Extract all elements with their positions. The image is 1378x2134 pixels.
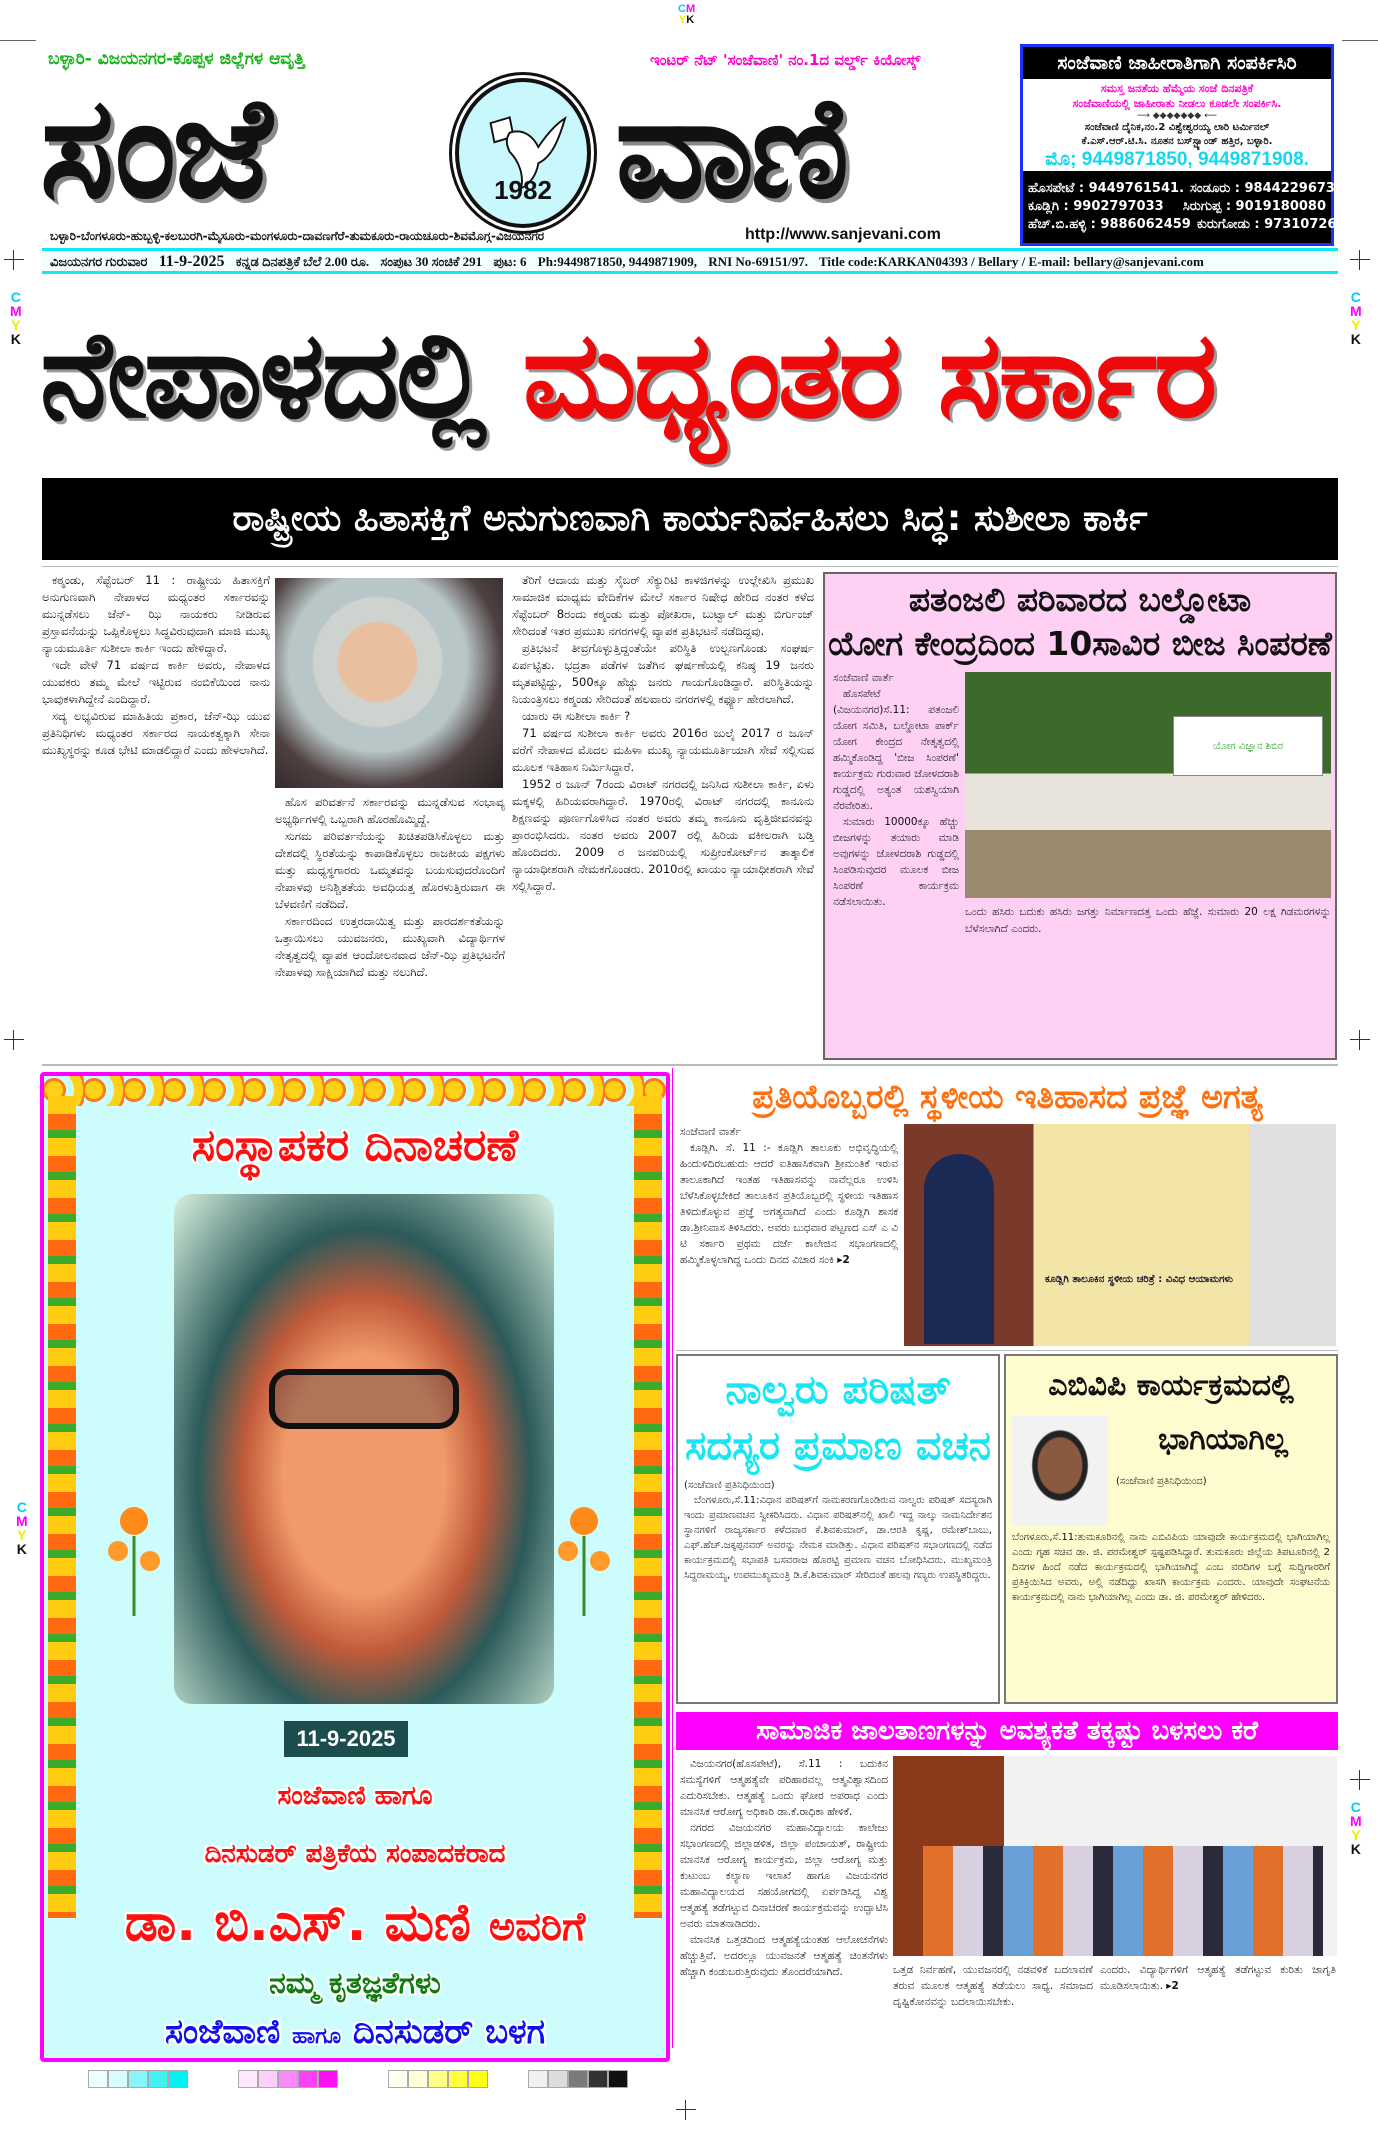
paragraph: ಹೊಸ ಪರಿವರ್ತನೆ ಸರ್ಕಾರವನ್ನು ಮುನ್ನಡೆಸುವ ಸಂಭಾವ್ಯ ಅಭ್ಯರ್ಥಿಗಳಲ್ಲಿ ಒಬ್ಬರಾಗಿ ಹೊರಹೊಮ್ಮಿದ್ದೆ. bbox=[275, 795, 505, 826]
contact-phone: Ph:9449871850, 9449871909, bbox=[537, 254, 698, 269]
color-bar-yellow bbox=[388, 2070, 488, 2088]
lead-column-3 bbox=[512, 572, 814, 895]
flower-icon bbox=[554, 1496, 614, 1616]
logo-left: ಸಂಜೆ bbox=[40, 67, 269, 230]
paragraph: ಇದೇ ವೇಳೆ 71 ವರ್ಷದ ಕಾರ್ಕಿ ಅವರು, ನೇಪಾಳದ ಯುವಕರು ತಮ್ಮ ಮೇಲೆ ಇಟ್ಟಿರುವ ನಂಬಿಕೆಯಿಂದ ನಾನು ಭಾವುಕಳಾಗಿದ್ದೇನೆ ಎಂದಿದ್ದಾರೆ. bbox=[42, 658, 270, 706]
paragraph: ಬೆಂಗಳೂರು,ಸೆ.11:ವಿಧಾನ ಪರಿಷತ್‌ಗೆ ನಾಮಕರಣಗೊಂಡಿರುವ ನಾಲ್ವರು ಪರಿಷತ್ ಸದಸ್ಯರಾಗಿ ಇಂದು ಪ್ರಮಾಣವಚನ ಸ್ವೀಕರಿಸಿದರು. ವಿಧಾನ ಪರಿಷತ್‌ನಲ್ಲಿ ಖಾಲಿ ಇದ್ದ ನಾಲ್ಕು ನಾಮನಿರ್ದೇಶನ ಸ್ಥಾನಗಳಿಗೆ ರಾಜ್ಯಸರ್ಕಾರ ಕಳೆದವಾರ ಕೆ.ಶಿವಕುಮಾರ್, ಡಾ.ಆರತಿ ಕೃಷ್ಣ, ರಮೇಶ್‌ಬಾಬು, ಎಫ್.ಹೆಚ್.ಜಕ್ಕಪ್ಪನವರ್ ಅವರನ್ನು ನೇಮಕ ಮಾಡಿತ್ತು. ವಿಧಾನ ಪರಿಷತ್‌ನ ಸಭಾಂಗಣದಲ್ಲಿ ನಡೆದ ಕಾರ್ಯಕ್ರಮದಲ್ಲಿ ಸಭಾಪತಿ ಬಸವರಾಜ ಹೊರಟ್ಟಿ ಪ್ರಮಾಣ ವಚನ ಬೋಧಿಸಿದರು. ಮುಖ್ಯಮಂತ್ರಿ ಸಿದ್ದರಾಮಯ್ಯ, ಉಪಮುಖ್ಯಮಂತ್ರಿ ಡಿ.ಕೆ.ಶಿವಕುಮಾರ್ ಸೇರಿದಂತೆ ಹಲವು ಗಣ್ಯರು ಉಪಸ್ಥಿತರಿದ್ದರು. bbox=[684, 1495, 992, 1581]
edition-tagline: ಬಳ್ಳಾರಿ- ವಿಜಯನಗರ-ಕೊಪ್ಪಳ ಜಿಲ್ಲೆಗಳ ಆವೃತ್ತಿ bbox=[48, 49, 305, 69]
phone-siruguppa: ಸಿರುಗುಪ್ಪ : 9019180080 bbox=[1182, 199, 1326, 214]
paragraph: ವಿಜಯನಗರ(ಹೊಸಪೇಟೆ), ಸೆ.11 : ಬದುಕಿನ ಸಮಸ್ಯೆಗಳಿಗೆ ಆತ್ಮಹತ್ಯೆವೇ ಪರಿಹಾರವಲ್ಲ ಆತ್ಮವಿಶ್ವಾಸದಿಂದ ಎದುರಿಸಬೇಕು. ಆತ್ಮಹತ್ಯೆ ಒಂದು ಘೋರ ಅಪರಾಧ ಎಂದು ಮಾನಸಿಕ ಆರೋಗ್ಯ ಅಧಿಕಾರಿ ಡಾ.ಕೆ.ರಾಧಿಕಾ ಹೇಳಿಕೆ. bbox=[680, 1758, 888, 1818]
registration-mark-left-lower: C M Y K bbox=[16, 1499, 28, 1557]
council-headline-1: ನಾಲ್ವರು ಪರಿಷತ್ bbox=[725, 1367, 951, 1413]
paragraph: ಪ್ರತಿಭಟನೆ ತೀವ್ರಗೊಳ್ಳುತ್ತಿದ್ದಂತೆಯೇ ಪರಿಸ್ಥಿತಿ ಉಲ್ಬಣಗೊಂಡು ಸಂಘರ್ಷ ಏರ್ಪಟ್ಟಿತು. ಭದ್ರತಾ ಪಡೆಗಳ ಜತೆಗಿನ ಘರ್ಷಣೆಯಲ್ಲಿ ಕನಿಷ್ಠ 19 ಜನರು ಮೃತಪಟ್ಟಿದ್ದು, 500ಕ್ಕೂ ಹೆಚ್ಚು ಜನರು ಗಾಯಗೊಂಡಿದ್ದಾರೆ. ಪರಿಸ್ಥಿತಿಯನ್ನು ನಿಯಂತ್ರಿಸಲು ಕಠ್ಮಂಡು ಸೇರಿದಂತೆ ಹಲವಾರು ನಗರಗಳಲ್ಲಿ ಕರ್ಫ್ಯೂ ಹೇರಲಾಗಿದೆ. bbox=[512, 641, 814, 706]
phone-kurugodu: ಕುರುಗೋಡು : 9731072690 bbox=[1196, 217, 1355, 232]
abvp-body: ಬೆಂಗಳೂರು,ಸೆ.11:ತುಮಕೂರಿನಲ್ಲಿ ನಾನು ಎಬಿವಿಪಿಯ ಯಾವುದೇ ಕಾರ್ಯಕ್ರಮದಲ್ಲಿ ಭಾಗಿಯಾಗಿಲ್ಲ ಎಂದು ಗೃಹ ಸಚಿವ ಡಾ. ಜಿ. ಪರಮೇಶ್ವರ್ ಸ್ಪಷ್ಟಪಡಿಸಿದ್ದಾರೆ. ತುಮಕೂರು ಜಿಲ್ಲೆಯ ತಿಪಟೂರಿನಲ್ಲಿ 2 ದಿನಗಳ ಹಿಂದೆ ನಡೆದ ಕಾರ್ಯಕ್ರಮದಲ್ಲಿ ಭಾಗಿಯಾಗಿದ್ದೆ ಎಂಬ ವರದಿಗಳ ಬಗ್ಗೆ ಸುದ್ದಿಗಾರರಿಗೆ ಪ್ರತಿಕ್ರಿಯಿಸಿದ ಅವರು, ಅಲ್ಲಿ ನಡೆದಿದ್ದು ಖಾಸಗಿ ಕಾರ್ಯಕ್ರಮ ಎಂದರು. ಯಾವುದೇ ಸಂಘಟನೆಯ ಕಾರ್ಯಕ್ರಮದಲ್ಲಿ ನಾನು ಭಾಗಿಯಾಗಿಲ್ಲ ಎಂದು ಡಾ. ಜಿ. ಪರಮೇಶ್ವರ್ ಹೇಳಿದರು. bbox=[1012, 1532, 1330, 1603]
registration-mark-top: CM YK bbox=[678, 3, 696, 26]
advertising-contact-box bbox=[1020, 44, 1355, 246]
crop-mark bbox=[4, 1030, 24, 1050]
founder-portrait bbox=[174, 1194, 554, 1704]
paragraph: ತೆರಿಗೆ ಆದಾಯ ಮತ್ತು ಸೈಬರ್ ಸೆಕ್ಯುರಿಟಿ ಕಾಳಜಿಗಳನ್ನು ಉಲ್ಲೇಖಿಸಿ ಪ್ರಮುಖ ಸಾಮಾಜಿಕ ಮಾಧ್ಯಮ ವೇದಿಕೆಗಳ ಮೇಲೆ ಸರ್ಕಾರ ನಿಷೇಧ ಹೇರಿದ ನಂತರ ಕಳೆದ ಸೆಪ್ಟೆಂಬರ್ 8ರಂದು ಕಠ್ಮಂಡು ಮತ್ತು ಪೋಖರಾ, ಬುಟ್ವಾಲ್ ಮತ್ತು ಬಿರ್ಗುಂಜ್ ಸೇರಿದಂತೆ ಇತರ ಪ್ರಮುಖ ನಗರಗಳಲ್ಲಿ ವ್ಯಾಪಕ ಪ್ರತಿಭಟನೆ ನಡೆದಿದ್ದವು. bbox=[512, 573, 814, 638]
subheading: ಯಾರು ಈ ಸುಶೀಲಾ ಕಾರ್ಕಿ ? bbox=[522, 709, 631, 723]
founding-year: 1982 bbox=[494, 175, 552, 205]
photo-banner: ಯೋಗ ವಿಜ್ಞಾನ ಶಿಬಿರ bbox=[1173, 716, 1323, 776]
color-bar-magenta bbox=[238, 2070, 338, 2088]
price: ಕನ್ನಡ ದಿನಪತ್ರಿಕೆ ಬೆಲೆ 2.00 ರೂ. bbox=[235, 254, 370, 269]
adbox-title: ಸಂಜೆವಾಣಿ ಜಾಹೀರಾತಿಗಾಗಿ ಸಂಪರ್ಕಿಸಿರಿ bbox=[1023, 47, 1331, 79]
logo-emblem bbox=[455, 78, 591, 228]
patanjali-continued: ಒಂದು ಹಸಿರು ಬದುಕು ಹಸಿರು ಜಗತ್ತು ನಿರ್ಮಾಣದತ್ತ ಒಂದು ಹೆಜ್ಜೆ. ಸುಮಾರು 20 ಲಕ್ಷ ಗಿಡಮರಗಳನ್ನು ಬೆಳೆಸಲಾಗಿದೆ ಎಂದರು. bbox=[965, 906, 1331, 935]
honoree-name: ಡಾ. ಬಿ.ಎಸ್. ಮಣಿ bbox=[124, 1893, 471, 1953]
dateline-bar bbox=[42, 248, 1338, 274]
phone-hbhalli: ಹೆಚ್.ಬಿ.ಹಳ್ಳಿ : 9886062459 bbox=[1028, 217, 1191, 232]
color-bar-black bbox=[528, 2070, 628, 2088]
parameshwar-photo bbox=[1012, 1416, 1108, 1526]
council-story bbox=[676, 1354, 1000, 1704]
social-body-col2: ಒತ್ತಡ ನಿರ್ವಹಣೆ, ಯುವಜನರಲ್ಲಿ ನಡವಳಿಕೆ ಬದಲಾವಣೆ ತರುವ ಮೂಲಕ ಆತ್ಮಹತ್ಯೆ ತಡೆಯಲು ಸಾಧ್ಯ. ಸಮಾಜದ ದೃಷ್ಟಿಕೋನವನ್ನು ಬದಲಾಯಿಸಬೇಕು. bbox=[893, 1964, 1093, 2008]
glasses-shape bbox=[269, 1369, 459, 1429]
column-rule bbox=[672, 1068, 673, 2048]
lead-column-1 bbox=[42, 572, 270, 759]
place-day: ವಿಜಯನಗರ ಗುರುವಾರ bbox=[50, 254, 148, 269]
lead-headline bbox=[40, 276, 1340, 476]
honoree-suffix: ಅವರಿಗೆ bbox=[488, 1904, 586, 1950]
paragraph: ಕೂಡ್ಲಿಗಿ. ಸೆ. 11 :- ಕೂಡ್ಲಿಗಿ ತಾಲೂಕು ಅಭಿವೃದ್ಧಿಯಲ್ಲಿ ಹಿಂದುಳಿದಿರಬಹುದು ಆದರೆ ಐತಿಹಾಸಿಕವಾಗಿ ಶ್ರೀಮಂತಿಕೆ ಇರುವ ತಾಲೂಕಾಗಿದೆ ಇಂತಹ ಇತಿಹಾಸವನ್ನು ನಾವೆಲ್ಲರೂ ಉಳಿಸಿ ಬೆಳೆಸಿಕೊಳ್ಳಬೇಕಿದೆ ತಾಲೂಕಿನ ಪ್ರತಿಯೊಬ್ಬರಲ್ಲಿ ಸ್ಥಳೀಯ ಇತಿಹಾಸ ತಿಳಿದುಕೊಳ್ಳುವ ಪ್ರಜ್ಞೆ ಅಗತ್ಯವಾಗಿದೆ ಎಂದು ಕೂಡ್ಲಿಗಿ ಶಾಸಕ ಡಾ.ಶ್ರೀನಿವಾಸ ತಿಳಿಸಿದರು. ಅವರು ಬುಧವಾರ ಪಟ್ಟಣದ ಎಸ್ ಎ ವಿ ಟಿ ಸರ್ಕಾರಿ ಪ್ರಥಮ ದರ್ಜೆ ಕಾಲೇಜಿನ ಸಭಾಂಗಣದಲ್ಲಿ ಹಮ್ಮಿಕೊಳ್ಳಲಾಗಿದ್ದ ಒಂದು ದಿನದ ವಿಚಾರ ಸಂಕಿ bbox=[680, 1142, 898, 1266]
lead-column-2 bbox=[275, 794, 505, 981]
phone-hospet: ಹೊಸಪೇಟೆ : 9449761541. bbox=[1028, 181, 1185, 196]
rni-number: RNI No-69151/97. bbox=[708, 254, 808, 269]
flower-icon bbox=[104, 1496, 164, 1616]
ad-honoree bbox=[44, 1888, 666, 1962]
branch-phones bbox=[1023, 171, 1355, 243]
patanjali-story bbox=[823, 572, 1337, 1060]
trim-mark bbox=[1342, 40, 1378, 41]
byline: ಸಂಜೆವಾಣಿ ವಾರ್ತೆ bbox=[680, 1126, 741, 1138]
kiosk-tagline: ಇಂಟರ್ ನೆಟ್ 'ಸಂಜೆವಾಣಿ' ನಂ.1ದ ವರ್ಲ್ಡ್ ಕಿಯೋಸ್ಕ್ bbox=[650, 51, 921, 69]
photo-banner: ಕೂಡ್ಲಿಗಿ ತಾಲೂಕಿನ ಸ್ಥಳೀಯ ಚರಿತ್ರೆ : ವಿವಿಧ ಆಯಾಮಗಳು bbox=[1045, 1274, 1233, 1285]
headline-line: ಯೋಗ ಕೇಂದ್ರದಿಂದ 10ಸಾವಿರ ಬೀಜ ಸಿಂಪರಣೆ bbox=[828, 624, 1332, 663]
history-headline: ಪ್ರತಿಯೊಬ್ಬರಲ್ಲಿ ಸ್ಥಳೀಯ ಇತಿಹಾಸದ ಪ್ರಜ್ಞೆ ಅಗತ್ಯ bbox=[752, 1077, 1263, 1116]
paragraph: ಸರ್ಕಾರದಿಂದ ಉತ್ತರದಾಯಿತ್ವ ಮತ್ತು ಪಾರದರ್ಶಕತೆಯನ್ನು ಒತ್ತಾಯಿಸಲು ಯುವಜನರು, ಮುಖ್ಯವಾಗಿ ವಿದ್ಯಾರ್ಥಿಗಳ ನೇತೃತ್ವದಲ್ಲಿ ವ್ಯಾಪಕ ಆಂದೋಲನವಾದ ಜೆನ್-ಝಿ ಪ್ರತಿಭಟನೆಗೆ ನೇಪಾಳವು ಸಾಕ್ಷಿಯಾಗಿದೆ ಮತ್ತು ನಲುಗಿದೆ. bbox=[275, 914, 505, 979]
title-code-email: Title code:KARKAN04393 / Bellary / E-mail: bellary@sanjevani.com bbox=[818, 254, 1204, 269]
ad-line1: ಸಂಜೆವಾಣಿ ಹಾಗೂ bbox=[277, 1781, 433, 1811]
marigold-garland bbox=[44, 1076, 666, 1106]
seed-event-photo bbox=[965, 672, 1331, 898]
council-body bbox=[678, 1474, 998, 1587]
color-bar-cyan bbox=[88, 2070, 188, 2088]
paragraph: 1952 ರ ಜೂನ್ 7ರಂದು ವಿರಾಟ್ ನಗರದಲ್ಲಿ ಜನಿಸಿದ ಸುಶೀಲಾ ಕಾರ್ಕಿ, ಏಳು ಮಕ್ಕಳಲ್ಲಿ ಹಿರಿಯವರಾಗಿದ್ದಾರೆ. 1970ರಲ್ಲಿ ವಿರಾಟ್ ನಗರದಲ್ಲಿ ಕಾನೂನು ಶಿಕ್ಷಣವನ್ನು ಪೂರ್ಣಗೊಳಿಸಿದ ನಂತರ ಅವರು ತಮ್ಮ ಕಾನೂನು ವೃತ್ತಿಜೀವನವನ್ನು ಪ್ರಾರಂಭಿಸಿದರು. ನಂತರ ಅವರು 2007 ರಲ್ಲಿ ಹಿರಿಯ ವಕೀಲರಾಗಿ ಬಡ್ತಿ ಹೊಂದಿದರು. 2009 ರ ಜನವರಿಯಲ್ಲಿ ಸುಪ್ರೀಂಕೋರ್ಟ್‌ನ ತಾತ್ಕಾಲಿಕ ನ್ಯಾಯಾಧೀಶರಾಗಿ ನೇಮಕಗೊಂಡರು. 2010ರಲ್ಲಿ ಖಾಯಂ ನ್ಯಾಯಾಧೀಶರಾಗಿ ಸೇವೆ ಸಲ್ಲಿಸಿದ್ದಾರೆ. bbox=[512, 777, 814, 893]
lead-subheadline: ರಾಷ್ಟ್ರೀಯ ಹಿತಾಸಕ್ತಿಗೆ ಅನುಗುಣವಾಗಿ ಕಾರ್ಯನಿರ್ವಹಿಸಲು ಸಿದ್ಧ: ಸುಶೀಲಾ ಕಾರ್ಕಿ bbox=[42, 478, 1338, 560]
ornament-divider: ⟶ ◆◆◆◆◆◆◆ ⟵ bbox=[1137, 111, 1217, 121]
crop-mark bbox=[1350, 1030, 1370, 1050]
paragraph: ಮಾನಸಿಕ ಒತ್ತಡದಿಂದ ಆತ್ಮಹತ್ಯೆಯಂತಹ ಆಲೋಚನೆಗಳು ಹೆಚ್ಚುತ್ತಿವೆ. ಅದರಲ್ಲೂ ಯುವಜನತೆ ಆತ್ಮಹತ್ಯೆ ಚಿಂತನೆಗಳು ಹೆಚ್ಚಾಗಿ ಕಂಡುಬರುತ್ತಿರುವುದು ತೊಂದರೆಯಾಗಿದೆ. bbox=[680, 1934, 888, 1978]
continued-marker: ▸2 bbox=[1166, 1980, 1179, 1992]
phone-kudligi: ಕೂಡ್ಲಿಗಿ : 9902797033 bbox=[1028, 199, 1164, 214]
abvp-story bbox=[1004, 1354, 1338, 1704]
registration-mark-right: C M Y K bbox=[1350, 289, 1362, 347]
registration-mark-left: C M Y K bbox=[10, 289, 22, 347]
sushila-karki-photo bbox=[275, 578, 503, 788]
abvp-headline-2: ಭಾಗಿಯಾಗಿಲ್ಲ bbox=[1158, 1422, 1288, 1457]
paragraph: ಕಠ್ಮಂಡು, ಸೆಪ್ಟೆಂಬರ್ 11 : ರಾಷ್ಟ್ರೀಯ ಹಿತಾಸಕ್ತಿಗೆ ಅನುಗುಣವಾಗಿ ನೇಪಾಳದ ಮಧ್ಯಂತರ ಸರ್ಕಾರವನ್ನು ಮುನ್ನಡೆಸಲು ಜೆನ್- ಝಿ ನಾಯಕರು ನೀಡಿರುವ ಪ್ರಸ್ತಾವನೆಯನ್ನು ಒಪ್ಪಿಕೊಳ್ಳಲು ಸಿದ್ಧವಿರುವುದಾಗಿ ಮಾಜಿ ಮುಖ್ಯ ನ್ಯಾಯಮೂರ್ತಿ ಸುಶೀಲಾ ಕಾರ್ಕಿ ಇಂದು ಹೇಳಿದ್ದಾರೆ. bbox=[42, 573, 270, 655]
signature-part: ದಿನಸುಡರ್ ಬಳಗ bbox=[352, 2012, 545, 2052]
signature-part: ಸಂಜೆವಾಣಿ bbox=[165, 2012, 281, 2052]
signature-part: ಹಾಗೂ bbox=[292, 2024, 342, 2049]
phone-sandur: ಸಂಡೂರು : 9844229673 bbox=[1190, 181, 1335, 196]
page-count: ಪುಟ: 6 bbox=[493, 254, 527, 269]
social-body-col1 bbox=[680, 1756, 888, 1980]
crop-mark bbox=[1350, 250, 1370, 270]
abvp-headline-1: ಎಬಿವಿಪಿ ಕಾರ್ಯಕ್ರಮದಲ್ಲಿ bbox=[1048, 1368, 1294, 1403]
patanjali-body bbox=[833, 670, 959, 910]
ad-signature bbox=[44, 2008, 666, 2061]
ad-line2: ದಿನಸುಡರ್ ಪತ್ರಿಕೆಯ ಸಂಪಾದಕರಾದ bbox=[204, 1839, 506, 1869]
edition-cities: ಬಳ್ಳಾರಿ-ಬೆಂಗಳೂರು-ಹುಬ್ಬಳ್ಳಿ-ಕಲಬುರಗಿ-ಮೈಸೂರು-ಮಂಗಳೂರು-ದಾವಣಗೆರೆ-ತುಮಕೂರು-ರಾಯಚೂರು-ಶಿವಮೊಗ್ಗ-ವಿಜಯನಗರ bbox=[50, 229, 545, 243]
history-event-photo bbox=[904, 1124, 1336, 1346]
paragraph: ಹೊಸಪೇಟೆ (ವಿಜಯನಗರ)ಸೆ.11: ಪತಂಜಲಿ ಯೋಗ ಸಮಿತಿ, ಬಲ್ಡೋಟಾ ಪಾರ್ಕ್ ಯೋಗ ಕೇಂದ್ರದ ನೇತೃತ್ವದಲ್ಲಿ ಹಮ್ಮಿಕೊಂಡಿದ್ದ 'ಬೀಜ ಸಿಂಪರಣೆ' ಕಾರ್ಯಕ್ರಮ ಗುರುವಾರ ಜೋಳದರಾಶಿ ಗುಡ್ಡದಲ್ಲಿ ಅತ್ಯಂತ ಯಶಸ್ವಿಯಾಗಿ ನೆರವೇರಿತು. bbox=[833, 688, 959, 812]
ad-title: ಸಂಸ್ಥಾಪಕರ ದಿನಾಚರಣೆ bbox=[191, 1120, 519, 1171]
continued-marker: ▸2 bbox=[837, 1254, 850, 1266]
trim-mark bbox=[0, 40, 36, 41]
headline-line: ಪತಂಜಲಿ ಪರಿವಾರದ ಬಲ್ಡೋಟಾ bbox=[908, 580, 1252, 619]
byline: (ಸಂಜೆವಾಣಿ ಪ್ರತಿನಿಧಿಯಿಂದ) bbox=[1116, 1476, 1207, 1487]
paragraph: ನಗರದ ವಿಜಯನಗರ ಮಹಾವಿದ್ಯಾಲಯ ಕಾಲೇಜು ಸಭಾಂಗಣದಲ್ಲಿ ಜಿಲ್ಲಾಡಳಿತ, ಜಿಲ್ಲಾ ಪಂಚಾಯತ್, ರಾಷ್ಟ್ರೀಯ ಮಾನಸಿಕ ಆರೋಗ್ಯ ಕಾರ್ಯಕ್ರಮ, ಜಿಲ್ಲಾ ಆರೋಗ್ಯ ಮತ್ತು ಕುಟುಂಬ ಕಲ್ಯಾಣ ಇಲಾಖೆ ಹಾಗೂ ವಿಜಯನಗರ ಮಹಾವಿದ್ಯಾಲಯದ ಸಹಯೋಗದಲ್ಲಿ ಏರ್ಪಡಿಸಿದ್ದ ವಿಶ್ವ ಆತ್ಮಹತ್ಯೆ ತಡೆಗಟ್ಟುವ ದಿನಾಚರಣೆ ಕಾರ್ಯಕ್ರಮವನ್ನು ಉದ್ಘಾಟಿಸಿ ಅವರು ಮಾತನಾಡಿದರು. bbox=[680, 1822, 888, 1930]
divider bbox=[42, 1064, 1338, 1066]
social-event-photo bbox=[893, 1756, 1337, 1956]
headline-red: ಮಧ್ಯಂತರ ಸರ್ಕಾರ bbox=[522, 306, 1215, 445]
group-figures bbox=[923, 1846, 1323, 1956]
divider bbox=[42, 566, 1338, 567]
adbox-address2: ಕೆ.ಎಸ್.ಆರ್.ಟಿ.ಸಿ. ನೂತನ ಬಸ್‌ಸ್ಟ್ಯಾಂಡ್ ಹತ್ತಿರ, ಬಳ್ಳಾರಿ. bbox=[1081, 136, 1273, 147]
adbox-address1: ಸಂಜೆವಾಣಿ ದೈನಿಕ,ನಂ.2 ವಿಶ್ವೇಶ್ವರಯ್ಯ ಲಾರಿ ಟರ್ಮಿನಲ್ bbox=[1084, 122, 1270, 133]
council-headline-2: ಸದಸ್ಯರ ಪ್ರಮಾಣ ವಚನ bbox=[684, 1423, 991, 1469]
paragraph: ಸುಗಮ ಪರಿವರ್ತನೆಯನ್ನು ಖಚಿತಪಡಿಸಿಕೊಳ್ಳಲು ಮತ್ತು ದೇಶದಲ್ಲಿ ಸ್ಥಿರತೆಯನ್ನು ಕಾಪಾಡಿಕೊಳ್ಳಲು ರಾಜಕೀಯ ಪಕ್ಷಗಳು ಮತ್ತು ಮಧ್ಯಸ್ಥಗಾರರು ಒಮ್ಮತವನ್ನು ಬಯಸುವುದರೊಂದಿಗೆ ನೇಪಾಳವು ಅನಿಶ್ಚಿತತೆಯ ಅವಧಿಯತ್ತ ಹೊರಳುತ್ತಿರುವಾಗ ಈ ಬೆಳವಣಿಗೆ ನಡೆದಿದೆ. bbox=[275, 829, 505, 911]
paragraph: ಸದ್ಯ ಲಭ್ಯವಿರುವ ಮಾಹಿತಿಯ ಪ್ರಕಾರ, ಜೆನ್-ಝಿ ಯುವ ಪ್ರತಿನಿಧಿಗಳು ಮಧ್ಯಂತರ ಸರ್ಕಾರದ ನಾಯಕತ್ವಕ್ಕಾಗಿ ಸೇನಾ ಮುಖ್ಯಸ್ಥರನ್ನು ಕೂಡ ಭೇಟಿ ಮಾಡಲಿದ್ದಾರೆ ಎಂದು ಹೇಳಲಾಗಿದೆ. bbox=[42, 709, 270, 757]
issue-date: 11-9-2025 bbox=[158, 253, 225, 270]
ad-date: 11-9-2025 bbox=[284, 1721, 408, 1757]
patanjali-headline bbox=[825, 578, 1335, 666]
social-body-col3 bbox=[1100, 1962, 1336, 1994]
adbox-line2: ಸಂಜೆವಾಣಿಯಲ್ಲಿ ಜಾಹೀರಾತು ನೀಡಲು ಕೂಡಲೇ ಸಂಪರ್ಕಿಸಿ. bbox=[1072, 97, 1282, 110]
registration-mark-right-lower: C M Y K bbox=[1350, 1799, 1362, 1857]
crop-mark bbox=[676, 2100, 696, 2120]
crop-mark bbox=[1350, 1770, 1370, 1790]
website-link[interactable]: http://www.sanjevani.com bbox=[745, 226, 941, 243]
ad-thanks: ನಮ್ಮ ಕೃತಜ್ಞತೆಗಳು bbox=[269, 1966, 441, 2001]
speaker-figure bbox=[924, 1154, 994, 1344]
paragraph: ಸುಮಾರು 10000ಕ್ಕೂ ಹೆಚ್ಚು ಬೀಜಗಳನ್ನು ತಯಾರು ಮಾಡಿ ಅವುಗಳನ್ನು ಜೋಳದರಾಶಿ ಗುಡ್ಡದಲ್ಲಿ ಸಿಂಪಡಿಸುವುದರ ಮೂಲಕ ಬೀಜ ಸಿಂಪರಣೆ ಕಾರ್ಯಕ್ರಮ ನಡೆಸಲಾಯಿತು. bbox=[833, 816, 959, 908]
adbox-mobile: ಮೊ; 9449871850, 9449871908. bbox=[1045, 149, 1309, 170]
byline: ಸಂಜೆವಾಣಿ ವಾರ್ತೆ bbox=[833, 672, 894, 684]
paragraph: ಎಂದರು. ವಿದ್ಯಾರ್ಥಿಗಳಿಗೆ ಆತ್ಮಹತ್ಯೆ ತಡೆಗಟ್ಟುವ ಕುರಿತು ಜಾಗೃತಿ ಮೂಡಿಸಲಾಯಿತು. bbox=[1100, 1964, 1336, 1992]
paragraph: 71 ವರ್ಷದ ಸುಶೀಲಾ ಕಾರ್ಕಿ ಅವರು 2016ರ ಜುಲೈ 2017 ರ ಜೂನ್ ವರೆಗೆ ನೇಪಾಳದ ಮೊದಲ ಮಹಿಳಾ ಮುಖ್ಯ ನ್ಯಾಯಮೂರ್ತಿಯಾಗಿ ಸೇವೆ ಸಲ್ಲಿಸುವ ಮೂಲಕ ಇತಿಹಾಸ ನಿರ್ಮಿಸಿದ್ದಾರೆ. bbox=[512, 726, 814, 774]
byline: (ಸಂಜೆವಾಣಿ ಪ್ರತಿನಿಧಿಯಿಂದ) bbox=[684, 1480, 775, 1491]
logo-right: ವಾಣಿ bbox=[615, 67, 846, 230]
crop-mark bbox=[4, 250, 24, 270]
adbox-line1: ಸಮಸ್ತ ಜನತೆಯ ಹೆಮ್ಮೆಯ ಸಂಜೆ ದಿನಪತ್ರಿಕೆ bbox=[1100, 82, 1254, 95]
history-body bbox=[680, 1124, 898, 1268]
headline-black: ನೇಪಾಳದಲ್ಲಿ bbox=[40, 306, 484, 445]
divider bbox=[676, 1350, 1338, 1351]
volume-issue: ಸಂಪುಟ 30 ಸಂಚಿಕೆ 291 bbox=[380, 254, 483, 269]
founders-day-advertisement bbox=[40, 1072, 670, 2062]
social-media-headline: ಸಾಮಾಜಿಕ ಜಾಲತಾಣಗಳನ್ನು ಅವಶ್ಯಕತೆ ತಕ್ಕಷ್ಟು ಬಳಸಲು ಕರೆ bbox=[676, 1712, 1338, 1750]
